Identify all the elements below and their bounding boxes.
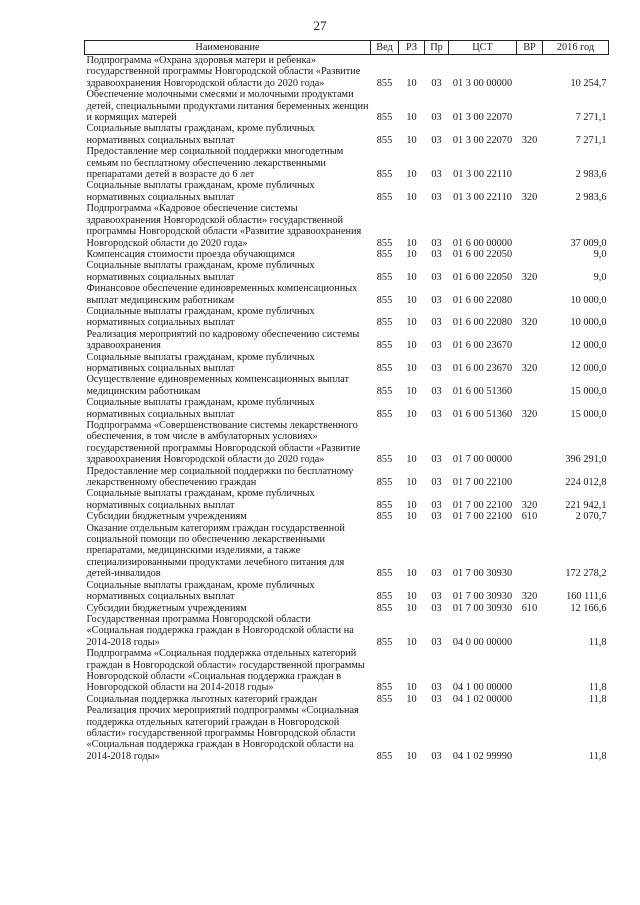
table-row bbox=[85, 89, 609, 123]
row-rz: 10 bbox=[406, 362, 417, 374]
row-pr: 03 bbox=[431, 602, 442, 614]
row-vr: 320 bbox=[521, 191, 538, 203]
row-ved: 855 bbox=[376, 408, 393, 420]
row-pr: 03 bbox=[431, 499, 442, 511]
row-rz: 10 bbox=[406, 248, 417, 260]
row-name: Предоставление мер социальной поддержки многодетным семьям по бесплатному обеспечению лекарственными препаратами детей в возрасте до 6 лет bbox=[86, 146, 344, 181]
table-row bbox=[85, 55, 609, 90]
row-ved: 855 bbox=[376, 568, 393, 580]
row-sum: 12 000,0 bbox=[570, 362, 607, 374]
row-rz: 10 bbox=[406, 271, 417, 283]
table-row bbox=[85, 511, 609, 522]
row-cst: 01 3 00 22070 bbox=[452, 112, 513, 124]
row-cst: 01 7 00 22100 bbox=[452, 511, 513, 523]
row-name: Оказание отдельным категориям граждан государственной социальной помощи по обеспечению лекарственными препаратами, медицинскими изделиями, а также специализированными продуктами лечебного питания для детей-инвалидов bbox=[86, 522, 345, 580]
row-rz: 10 bbox=[406, 693, 417, 705]
table-row bbox=[85, 123, 609, 146]
table-row bbox=[85, 614, 609, 648]
row-ved: 855 bbox=[376, 271, 393, 283]
row-name: Социальные выплаты гражданам, кроме публичных нормативных социальных выплат bbox=[86, 305, 315, 329]
row-pr: 03 bbox=[431, 511, 442, 523]
row-rz: 10 bbox=[406, 499, 417, 511]
row-cst: 01 6 00 51360 bbox=[452, 408, 513, 420]
row-ved: 855 bbox=[376, 454, 393, 466]
row-rz: 10 bbox=[406, 408, 417, 420]
table-row bbox=[85, 249, 609, 260]
row-ved: 855 bbox=[376, 134, 393, 146]
row-pr: 03 bbox=[431, 191, 442, 203]
row-cst: 01 7 00 00000 bbox=[452, 454, 513, 466]
row-name: Социальные выплаты гражданам, кроме публичных нормативных социальных выплат bbox=[86, 579, 315, 603]
row-pr: 03 bbox=[431, 750, 442, 762]
row-cst: 01 6 00 00000 bbox=[452, 237, 513, 249]
row-rz: 10 bbox=[406, 602, 417, 614]
row-ved: 855 bbox=[376, 591, 393, 603]
row-pr: 03 bbox=[431, 408, 442, 420]
row-cst: 01 6 00 22080 bbox=[452, 317, 513, 329]
row-rz: 10 bbox=[406, 682, 417, 694]
row-cst: 01 3 00 22110 bbox=[453, 191, 512, 203]
table-row bbox=[85, 146, 609, 180]
row-pr: 03 bbox=[431, 134, 442, 146]
row-rz: 10 bbox=[406, 112, 417, 124]
row-rz: 10 bbox=[406, 237, 417, 249]
row-pr: 03 bbox=[431, 112, 442, 124]
table-row bbox=[85, 694, 609, 705]
table-row bbox=[85, 329, 609, 352]
row-rz: 10 bbox=[406, 511, 417, 523]
row-pr: 03 bbox=[431, 477, 442, 489]
table-row bbox=[85, 648, 609, 694]
row-sum: 11,8 bbox=[588, 682, 607, 694]
row-name: Социальные выплаты гражданам, кроме публичных нормативных социальных выплат bbox=[86, 123, 315, 146]
row-pr: 03 bbox=[431, 591, 442, 603]
row-sum: 12 166,6 bbox=[570, 602, 607, 614]
row-name: Подпрограмма «Совершенствование системы лекарственного обеспечения, в том числе в амбулаторных условиях» государственной программы Новгородской области «Развитие здравоохранения Новгородской области до 2020 года» bbox=[86, 420, 361, 466]
header-cst: ЦСТ bbox=[449, 41, 517, 55]
row-rz: 10 bbox=[406, 77, 417, 89]
row-pr: 03 bbox=[431, 294, 442, 306]
row-name: Государственная программа Новгородской области «Социальная поддержка граждан в Новгородской области на 2014-2018 годы» bbox=[86, 613, 354, 648]
row-ved: 855 bbox=[376, 340, 393, 352]
row-name: Социальные выплаты гражданам, кроме публичных нормативных социальных выплат bbox=[86, 488, 315, 511]
row-cst: 01 7 00 30930 bbox=[452, 568, 513, 580]
table-row bbox=[85, 580, 609, 603]
row-vr bbox=[517, 329, 543, 352]
row-rz: 10 bbox=[406, 294, 417, 306]
row-name: Финансовое обеспечение единовременных компенсационных выплат медицинским работникам bbox=[86, 283, 358, 306]
row-ved: 855 bbox=[376, 248, 393, 260]
row-vr bbox=[517, 146, 543, 180]
row-sum: 172 278,2 bbox=[565, 568, 607, 580]
row-rz: 10 bbox=[406, 169, 417, 181]
row-cst: 01 3 00 22110 bbox=[453, 169, 512, 181]
row-cst: 01 7 00 22100 bbox=[452, 499, 513, 511]
row-pr: 03 bbox=[431, 248, 442, 260]
row-sum: 11,8 bbox=[588, 750, 607, 762]
row-vr bbox=[517, 249, 543, 260]
row-name: Осуществление единовременных компенсационных выплат медицинским работникам bbox=[86, 374, 349, 397]
row-name: Субсидии бюджетным учреждениям bbox=[86, 511, 247, 523]
table-row bbox=[85, 488, 609, 511]
row-ved: 855 bbox=[376, 112, 393, 124]
row-sum: 9,0 bbox=[593, 248, 607, 260]
row-name: Подпрограмма «Социальная поддержка отдельных категорий граждан в Новгородской области» государственной программы Новгородской области «Социальная поддержка граждан в Новгородской области на 2014-2018 годы» bbox=[86, 648, 365, 694]
row-cst: 04 1 00 00000 bbox=[452, 682, 513, 694]
row-sum: 15 000,0 bbox=[570, 385, 607, 397]
row-vr: 320 bbox=[521, 408, 538, 420]
row-name: Субсидии бюджетным учреждениям bbox=[86, 602, 247, 614]
row-pr: 03 bbox=[431, 568, 442, 580]
row-vr: 320 bbox=[521, 499, 538, 511]
row-cst: 04 1 02 99990 bbox=[452, 750, 513, 762]
row-vr bbox=[517, 203, 543, 249]
row-sum: 9,0 bbox=[593, 271, 607, 283]
row-rz: 10 bbox=[406, 568, 417, 580]
table-row bbox=[85, 306, 609, 329]
row-vr bbox=[517, 705, 543, 762]
row-cst: 01 6 00 22080 bbox=[452, 294, 513, 306]
row-name: Обеспечение молочными смесями и молочными продуктами детей, специальными продуктами питания беременных женщин и кормящих матерей bbox=[86, 89, 369, 124]
header-vr: ВР bbox=[517, 41, 543, 55]
row-ved: 855 bbox=[376, 237, 393, 249]
row-ved: 855 bbox=[376, 77, 393, 89]
row-pr: 03 bbox=[431, 693, 442, 705]
row-sum: 7 271,1 bbox=[575, 112, 607, 124]
row-sum: 10 000,0 bbox=[570, 317, 607, 329]
row-sum: 15 000,0 bbox=[570, 408, 607, 420]
row-vr bbox=[517, 374, 543, 397]
row-pr: 03 bbox=[431, 385, 442, 397]
row-vr: 610 bbox=[521, 511, 538, 523]
row-name: Реализация мероприятий по кадровому обеспечению системы здравоохранения bbox=[86, 328, 360, 352]
row-rz: 10 bbox=[406, 750, 417, 762]
row-ved: 855 bbox=[376, 169, 393, 181]
row-sum: 11,8 bbox=[588, 693, 607, 705]
row-pr: 03 bbox=[431, 362, 442, 374]
row-name: Подпрограмма «Охрана здоровья матери и ребенка» государственной программы Новгородской области «Развитие здравоохранения Новгородской области до 2020 года» bbox=[86, 55, 361, 89]
row-rz: 10 bbox=[406, 191, 417, 203]
row-name: Реализация прочих мероприятий подпрограммы «Социальная поддержка отдельных категорий граждан в Новгородской области» государственной программы Новгородской области «Социальная поддержка граждан в Новгородской области на 2014-2018 годы» bbox=[86, 705, 359, 762]
row-vr: 320 bbox=[521, 591, 538, 603]
header-rz: РЗ bbox=[399, 41, 425, 55]
row-cst: 04 0 00 00000 bbox=[452, 636, 513, 648]
row-ved: 855 bbox=[376, 317, 393, 329]
row-sum: 160 111,6 bbox=[566, 591, 607, 603]
row-cst: 01 3 00 22070 bbox=[452, 134, 513, 146]
table-row bbox=[85, 603, 609, 614]
row-name: Социальная поддержка льготных категорий граждан bbox=[86, 693, 318, 705]
row-pr: 03 bbox=[431, 454, 442, 466]
row-vr bbox=[517, 89, 543, 123]
row-sum: 221 942,1 bbox=[565, 499, 607, 511]
row-name: Социальные выплаты гражданам, кроме публичных нормативных социальных выплат bbox=[86, 351, 315, 374]
row-cst: 01 6 00 22050 bbox=[452, 248, 513, 260]
row-rz: 10 bbox=[406, 317, 417, 329]
row-rz: 10 bbox=[406, 454, 417, 466]
table-row bbox=[85, 180, 609, 203]
row-ved: 855 bbox=[376, 693, 393, 705]
row-name: Компенсация стоимости проезда обучающимся bbox=[86, 248, 295, 260]
row-vr bbox=[517, 614, 543, 648]
table-header bbox=[85, 41, 609, 55]
row-sum: 2 983,6 bbox=[575, 169, 607, 181]
table-row bbox=[85, 260, 609, 283]
row-pr: 03 bbox=[431, 317, 442, 329]
row-ved: 855 bbox=[376, 191, 393, 203]
row-sum: 37 009,0 bbox=[570, 237, 607, 249]
row-vr: 610 bbox=[521, 602, 538, 614]
row-rz: 10 bbox=[406, 591, 417, 603]
row-sum: 396 291,0 bbox=[565, 454, 607, 466]
header-name: Наименование bbox=[85, 41, 371, 55]
row-name: Предоставление мер социальной поддержки по бесплатному лекарственному обеспечению граждан bbox=[86, 465, 354, 489]
row-cst: 01 7 00 30930 bbox=[452, 602, 513, 614]
table-row bbox=[85, 523, 609, 580]
row-sum: 10 254,7 bbox=[570, 77, 607, 89]
row-vr bbox=[517, 283, 543, 306]
row-ved: 855 bbox=[376, 750, 393, 762]
row-sum: 12 000,0 bbox=[570, 340, 607, 352]
row-vr bbox=[517, 420, 543, 466]
row-name: Подпрограмма «Кадровое обеспечение системы здравоохранения Новгородской области» государственной программы Новгородской области «Развитие здравоохранения Новгородской области до 2020 года» bbox=[86, 203, 362, 249]
row-vr bbox=[517, 523, 543, 580]
row-sum: 2 983,6 bbox=[575, 191, 607, 203]
budget-table bbox=[84, 40, 609, 762]
row-cst: 01 6 00 23670 bbox=[452, 362, 513, 374]
table-row bbox=[85, 352, 609, 375]
row-rz: 10 bbox=[406, 134, 417, 146]
row-ved: 855 bbox=[376, 682, 393, 694]
row-ved: 855 bbox=[376, 477, 393, 489]
table-body bbox=[85, 55, 609, 763]
row-rz: 10 bbox=[406, 477, 417, 489]
table-row bbox=[85, 203, 609, 249]
row-cst: 01 3 00 00000 bbox=[452, 77, 513, 89]
row-cst: 04 1 02 00000 bbox=[452, 693, 513, 705]
row-sum: 2 070,7 bbox=[575, 511, 607, 523]
row-pr: 03 bbox=[431, 340, 442, 352]
row-pr: 03 bbox=[431, 271, 442, 283]
header-pr: Пр bbox=[425, 41, 449, 55]
row-vr: 320 bbox=[521, 317, 538, 329]
table-row bbox=[85, 420, 609, 466]
row-ved: 855 bbox=[376, 499, 393, 511]
row-name: Социальные выплаты гражданам, кроме публичных нормативных социальных выплат bbox=[86, 180, 315, 203]
row-pr: 03 bbox=[431, 77, 442, 89]
row-vr: 320 bbox=[521, 271, 538, 283]
table-row bbox=[85, 397, 609, 420]
row-ved: 855 bbox=[376, 511, 393, 523]
row-pr: 03 bbox=[431, 636, 442, 648]
header-ved: Вед bbox=[371, 41, 399, 55]
row-pr: 03 bbox=[431, 682, 442, 694]
row-vr bbox=[517, 694, 543, 705]
row-pr: 03 bbox=[431, 237, 442, 249]
row-cst: 01 7 00 30930 bbox=[452, 591, 513, 603]
page-number: 27 bbox=[313, 18, 327, 33]
row-vr: 320 bbox=[521, 134, 538, 146]
row-cst: 01 6 00 23670 bbox=[452, 340, 513, 352]
row-cst: 01 6 00 22050 bbox=[452, 271, 513, 283]
row-sum: 11,8 bbox=[588, 636, 607, 648]
row-name: Социальные выплаты гражданам, кроме публичных нормативных социальных выплат bbox=[86, 397, 315, 420]
header-sum: 2016 год bbox=[543, 41, 609, 55]
row-sum: 10 000,0 bbox=[570, 294, 607, 306]
row-ved: 855 bbox=[376, 294, 393, 306]
table-row bbox=[85, 374, 609, 397]
row-vr bbox=[517, 55, 543, 90]
row-ved: 855 bbox=[376, 362, 393, 374]
row-sum: 224 012,8 bbox=[565, 477, 607, 489]
row-vr bbox=[517, 648, 543, 694]
row-ved: 855 bbox=[376, 385, 393, 397]
row-ved: 855 bbox=[376, 636, 393, 648]
row-cst: 01 7 00 22100 bbox=[452, 477, 513, 489]
table-row bbox=[85, 466, 609, 489]
row-vr bbox=[517, 466, 543, 489]
row-rz: 10 bbox=[406, 636, 417, 648]
row-name: Социальные выплаты гражданам, кроме публичных нормативных социальных выплат bbox=[86, 260, 315, 283]
table-row bbox=[85, 283, 609, 306]
row-ved: 855 bbox=[376, 602, 393, 614]
row-cst: 01 6 00 51360 bbox=[452, 385, 513, 397]
row-sum: 7 271,1 bbox=[575, 134, 607, 146]
row-rz: 10 bbox=[406, 385, 417, 397]
row-vr: 320 bbox=[521, 362, 538, 374]
table-row bbox=[85, 705, 609, 762]
row-pr: 03 bbox=[431, 169, 442, 181]
row-rz: 10 bbox=[406, 340, 417, 352]
